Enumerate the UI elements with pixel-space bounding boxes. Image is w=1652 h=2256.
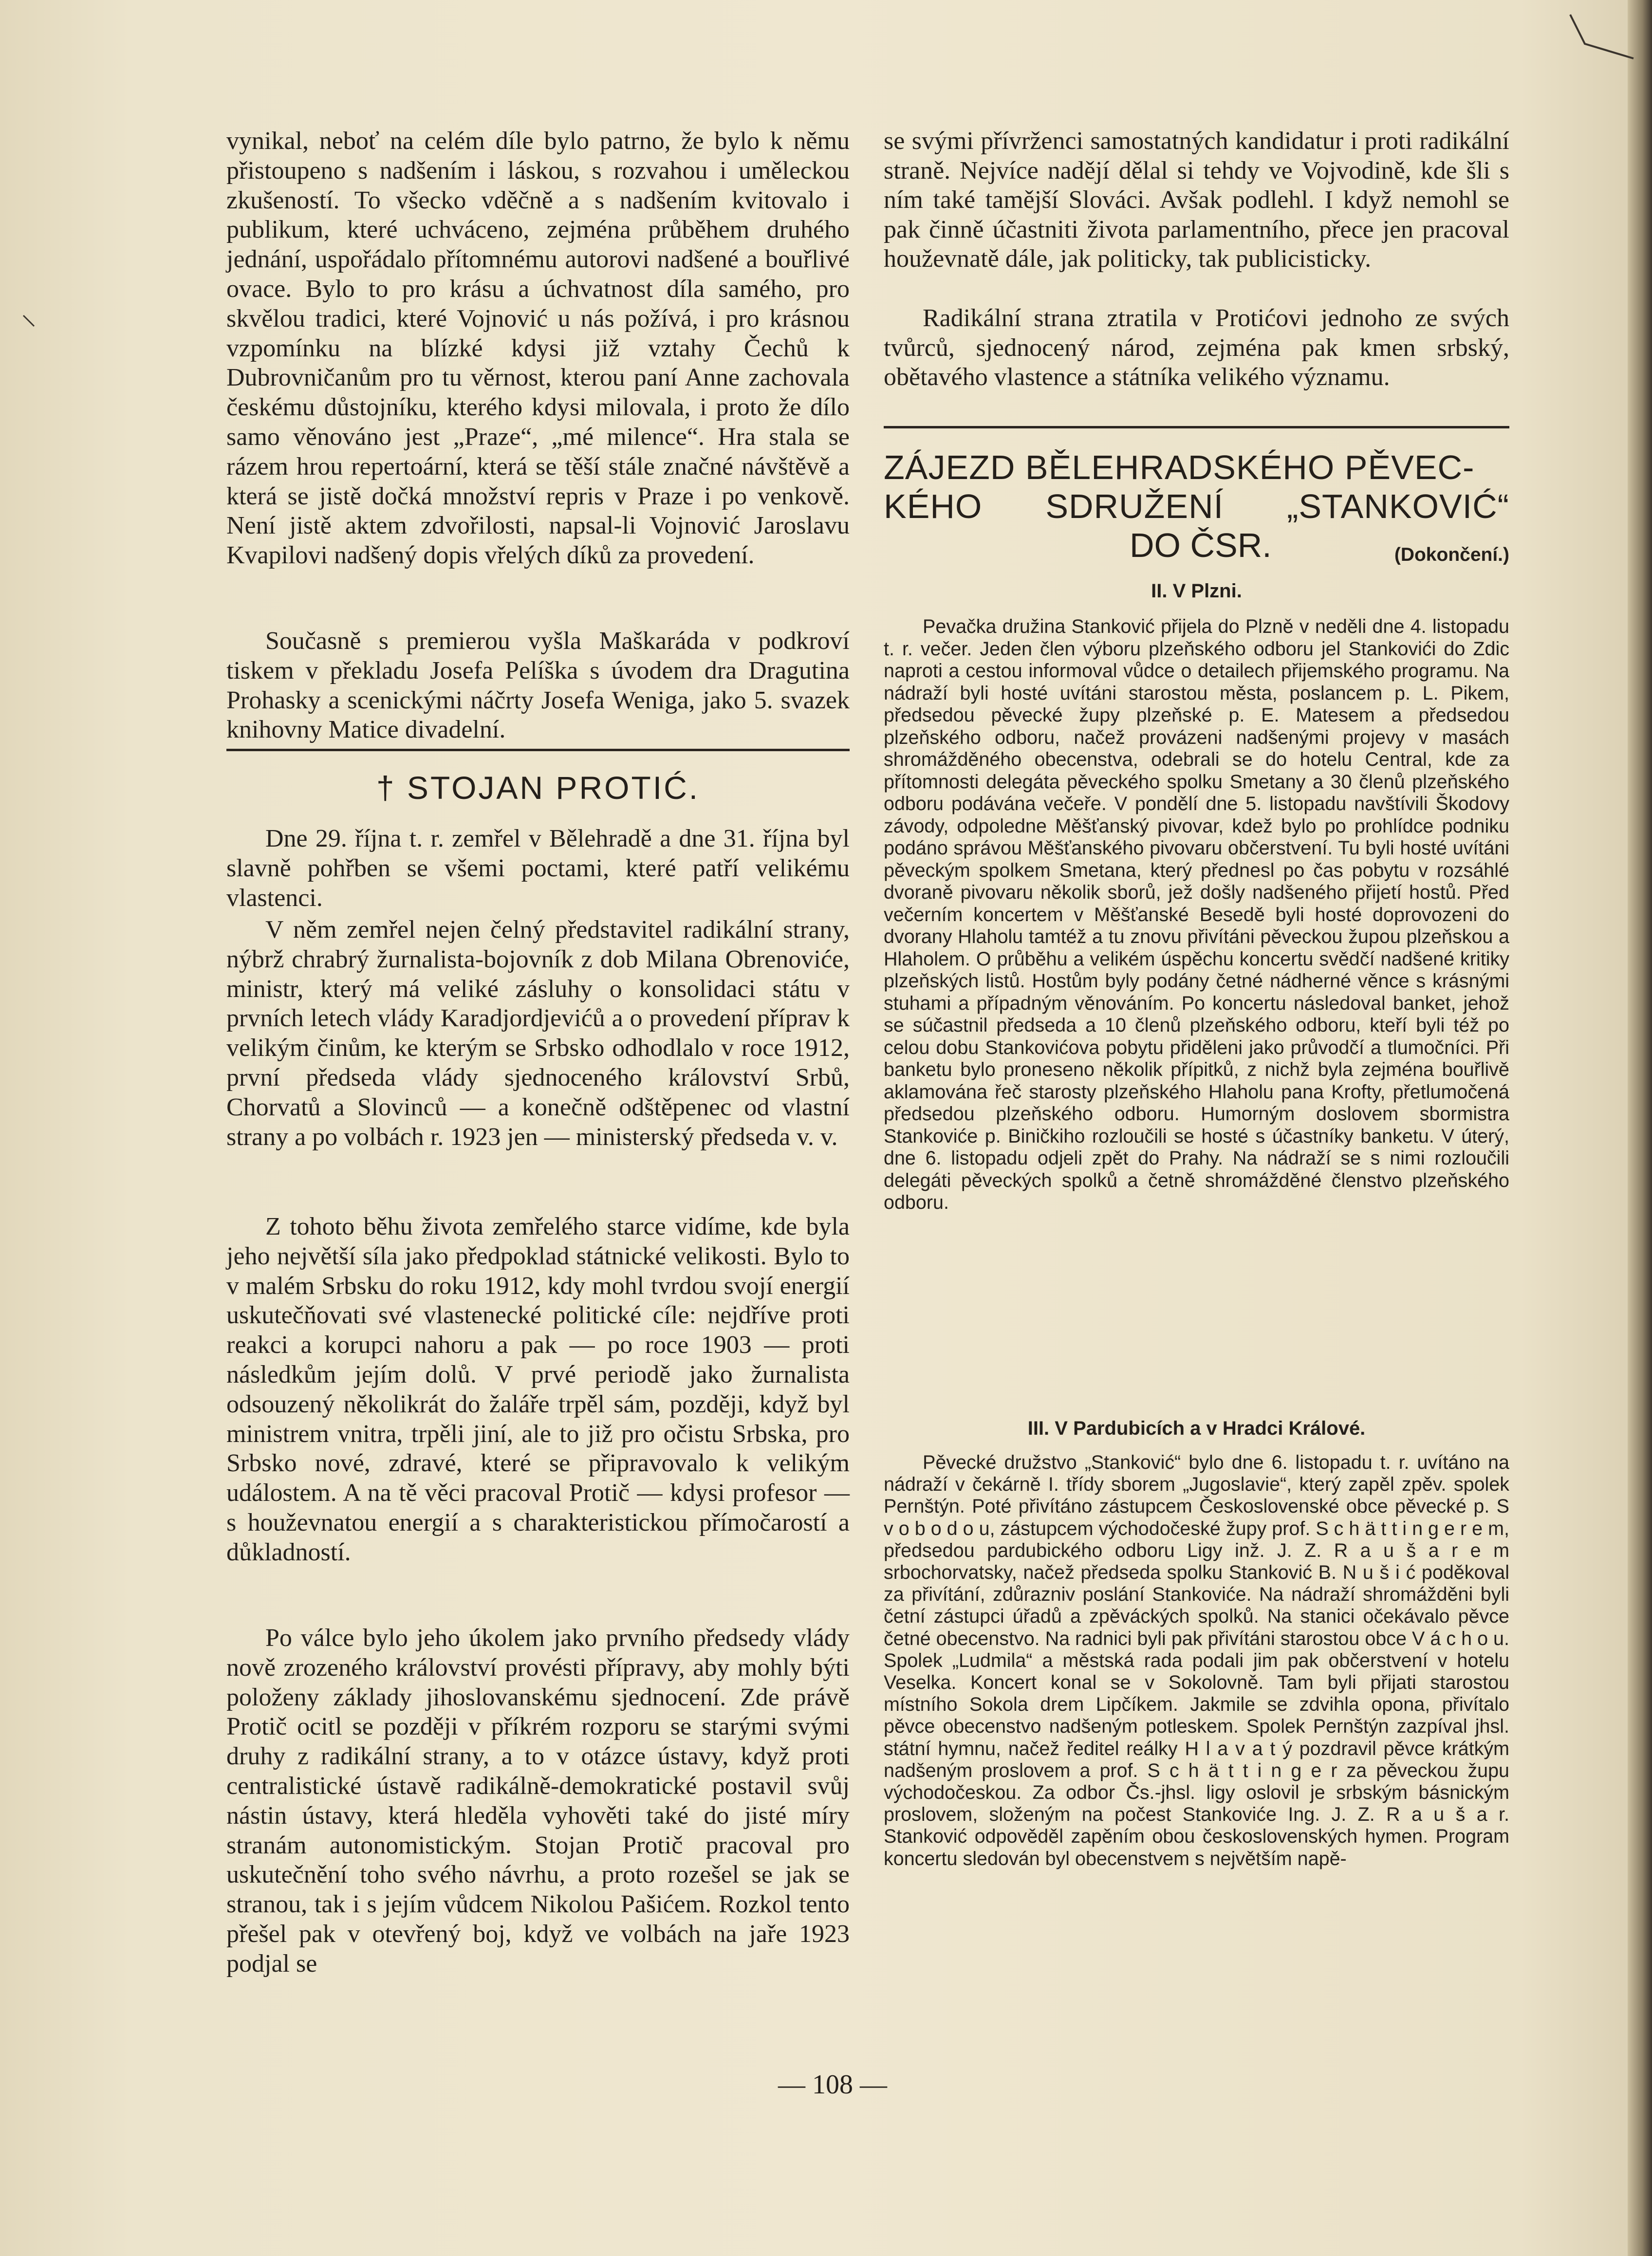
heading-line-3-text: DO ČSR. [1130,526,1272,564]
protic-paragraph-2: V něm zemřel nejen čelný představitel radikální strany, nýbrž chrabrý žurnalista-bojovník z dob Milana Obrenoviće, ministr, který má veliké zásluhy o konsolidaci státu v prvních letech vlády Karadjordjevićů a o provedení příprav k velikým činům, ke kterým se Srbsko odhodlalo v roce 1912, první předseda vlády sjednoceného království Srbů, Chorvatů a Slovinců — a konečně odštěpenec od vlastní strany a po volbách r. 1923 jen — ministerský předseda v. v. [226,916,850,1151]
protic-paragraph-4: Po válce bylo jeho úkolem jako prvního předsedy vlády nově zrozeného království provésti přípravy, aby mohly býti položeny základy jihoslovanskému sjednocení. Zde právě Protič ocitl se později v příkrém rozporu se starými svými druhy z radikální strany, a to v otázce ústavy, když proti centralistické ústavě radikálně-demokratické postavil svůj nástin ústavy, která hleděla vyhověti také do jisté míry stranám autonomistickým. Stojan Protič pracoval pro uskutečnění toho svého návrhu, a proto rozešel se jak se stranou, tak i s jejím vůdcem Nikolou Pašićem. Rozkol tento přešel pak v otevřený boj, když ve volbách na jaře 1923 podjal se [226,1624,850,1978]
section-divider [226,749,850,751]
heading-line-1: ZÁJEZD BĚLEHRADSKÉHO PĚVEC- [884,448,1475,486]
corner-pencil-mark [1565,10,1638,63]
protic-continued-paragraph-2: Radikální strana ztratila v Protićovi jednoho ze svých tvůrců, sjednocený národ, zejména pak kmen srbský, obětavého vlastence a státníka velikého významu. [884,304,1509,391]
protic-paragraph-1: Dne 29. října t. r. zemřel v Bělehradě a dne 31. října byl slavně pohřben se všemi poctami, které patří velikému vlastenci. [226,825,850,912]
section-pardubice-title: III. V Pardubicích a v Hradci Králové. [1027,1418,1366,1439]
binding-edge [1628,0,1652,2256]
stankovic-article-heading [884,448,1509,565]
protic-continued-paragraph-1: se svými přívrženci samostatných kandidatur i proti radikální straně. Nejvíce nadějí dělal si tehdy ve Vojvodině, kde šli s ním také tamější Slováci. Avšak podlehl. I když nemohl se pak činně účastniti života parlamentního, přece jen pracoval houževnatě dále, jak politicky, tak publicisticky. [884,127,1509,273]
page-number: — 108 — [778,2070,887,2100]
protic-paragraph-3: Z tohoto běhu života zemřelého starce vidíme, kde byla jeho největší síla jako předpoklad státnické velikosti. Bylo to v malém Srbsku do roku 1912, kdy mohl tvrdou svojí energií uskutečňovati své vlastenecké politické cíle: nejdříve proti reakci a korupci nahoru a pak — po roce 1903 — proti následkům jejím dolů. V prvé periodě jako žurnalista odsouzený několikrát do žaláře trpěl sám, později, když byl ministrem vnitra, trpěli jiní, ale to již pro očistu Srbska, pro Srbsko nové, zdravé, které se připravovalo k velikým událostem. A na tě věci pracoval Protič — kdysi profesor — s houževnatou energií a s charakteristickou přímočarostí a důkladností. [226,1213,850,1566]
margin-tick-mark [19,312,39,331]
section-plzen-text: Pevačka družina Stanković přijela do Plzně v neděli dne 4. listopadu t. r. večer. Jeden člen výboru plzeňského odboru jel Stankovići do Zdic naproti a cestou informoval vůdce o detailech přijemského programu. Na nádraží byli hosté uvítáni starostou města, poslancem p. L. Pikem, předsedou pěvecké župy plzeňské p. E. Matesem a předsedou plzeňského odboru, načež provázeni nadšenými projevy v masách shromážděného obecenstva, odebrali se do hotelu Central, kde za přítomnosti delegáta pěveckého spolku Smetany a 30 členů plzeňského odboru podávána večeře. V pondělí dne 5. listopadu navštívili Škodovy závody, odpoledne Měšťanský pivovar, kdež bylo po prohlídce podniku podáno správou Měšťanského pivovaru občerstvení. Tu byli hosté uvítáni pěveckým spolkem Smetana, který přednesl po čas pobytu v rozsáhlé dvoraně pivovaru několik sborů, jež došly nadšeného přijetí hostů. Před večerním koncertem v Měšťanské Besedě byli hosté doprovozeni do dvorany Hlaholu tamtéž a tu znovu přivítáni pěveckou župou plzeňskou a Hlaholem. O průběhu a velikém úspěchu koncertu svědčí nadšené kritiky plzeňských listů. Hostům byly podány četné nádherné věnce s krásnými stuhami a případným věnováním. Po koncertu následoval banket, jehož se súčastnil předseda a 10 členů plzeňského odboru, kteří byli též po celou dobu Stankovićova pobytu přiděleni jako průvodčí a tlumočníci. Při banketu bylo proneseno několik přípitků, z nichž byla zejména bouřlivě aklamována řeč starosty plzeňského Hlaholu pana Krofty, přetlumočená předsedou plzeňského odboru. Humorným doslovem sbormistra Stankoviće p. Biničkiho rozloučili se hosté s účastníky banketu. V úterý, dne 6. listopadu odjeli zpět do Prahy. Na nádraží se s nimi rozloučili delegáti pěveckých spolků a četně shromážděné členstvo plzeňského odboru. [884,616,1509,1213]
protic-obituary-heading: † STOJAN PROTIĆ. [376,770,700,806]
matice-paragraph: Současně s premierou vyšla Maškaráda v podkroví tiskem v překladu Josefa Pelíška s úvodem dra Dragutina Prohasky a scenickými náčrty Josefa Weniga, jako 5. svazek knihovny Matice divadelní. [226,627,850,744]
review-paragraph-end: vynikal, neboť na celém díle bylo patrno, že bylo k němu přistoupeno s nadšením i láskou, s rozvahou i uměleckou zkušeností. To všecko vděčně a s nadšením kvitovalo i publikum, které uchváceno, zejména průběhem druhého jednání, uspořádalo přítomnému autorovi nadšené a bouřlivé ovace. Bylo to pro krásu a úchvatnost díla samého, pro skvělou tradici, které Vojnović u nás požívá, i pro krásnou vzpomínku na blízké kdysi již vztahy Čechů k Dubrovničanům pro tu věrnost, kterou paní Anne zachovala českému důstojníku, kterého kdysi milovala, i proto že dílo samo věnováno jest „Praze“, „mé milence“. Hra stala se rázem hrou repertoární, která se těší stále značné návštěvě a která se jistě dočká množství repris v Praze i po venkově. Není jistě aktem zdvořilosti, napsal-li Vojnović Jaroslavu Kvapilovi nadšený dopis vřelých díků za provedení. [226,127,850,570]
continuation-note: (Dokončení.) [1394,544,1509,565]
heading-line-3 [884,526,1509,565]
section-plzen-title: II. V Plzni. [1151,580,1242,602]
section-pardubice-text: Pěvecké družstvo „Stanković“ bylo dne 6. listopadu t. r. uvítáno na nádraží v čekárně I. třídy sborem „Jugoslavie“, který zapěl zpěv. spolek Pernštýn. Poté přivítáno zástupcem Československé obce pěvecké p. S v o b o d o u, zástupcem východočeské župy prof. S c h ä t t i n g e r e m, předsedou pardubického odboru Ligy inž. J. Z. R a u š a r e m srbochorvatsky, načež předseda spolku Stanković B. N u š i ć poděkoval za přivítání, zdůrazniv poslání Stankoviće. Na nádraží shromážděni byli četní zástupci úřadů a zpěváckých spolků. Na stanici očekávalo pěvce četné obecenstvo. Na radnici byli pak přivítáni starostou obce V á c h o u. Spolek „Ludmila“ a městská rada podali jim pak občerstvení v hotelu Veselka. Koncert konal se v Sokolovně. Tam byli přijati starostou místního Sokola drem Lipčíkem. Jakmile se zdvihla opona, přivítalo pěvce obecenstvo nadšeným potleskem. Spolek Pernštýn zazpíval jhsl. státní hymnu, načež ředitel reálky H l a v a t ý pozdravil pěvce krátkým nadšeným proslovem a prof. S c h ä t t i n g e r za pěveckou župu východočeskou. Za odbor Čs.-jhsl. ligy oslovil je srbským básnickým proslovem, složeným na počest Stankoviće Ing. J. Z. R a u š a r. Stanković odpověděl zapěním obou československých hymen. Program koncertu sledován byl obecenstvem s největším napě- [884,1452,1509,1869]
section-divider [884,426,1509,428]
heading-line-2: KÉHO SDRUŽENÍ „STANKOVIĆ“ [884,487,1509,525]
